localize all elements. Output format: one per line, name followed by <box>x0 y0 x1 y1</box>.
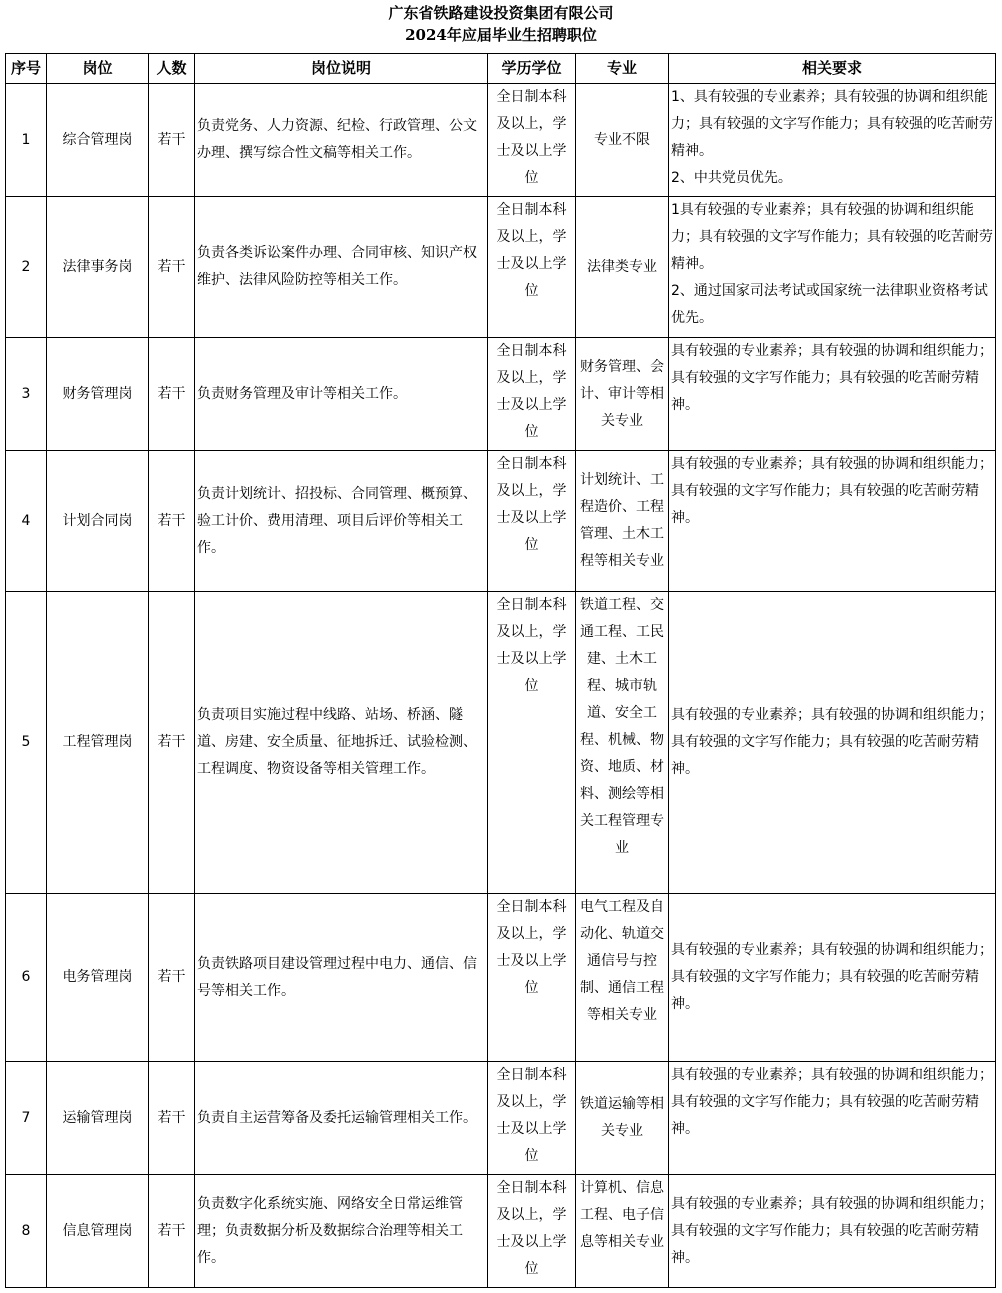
table-row <box>6 894 996 1062</box>
row-description: 负责各类诉讼案件办理、合同审核、知识产权维护、法律风险防控等相关工作。 <box>195 197 488 338</box>
row-description: 负责党务、人力资源、纪检、行政管理、公文办理、撰写综合性文稿等相关工作。 <box>195 84 488 197</box>
table-row <box>6 1062 996 1175</box>
row-major: 铁道工程、交通工程、工民建、土木工程、城市轨道、安全工程、机械、物资、地质、材料、测绘等相关工程管理专业 <box>576 592 669 894</box>
header-description: 岗位说明 <box>195 54 488 84</box>
education-text: 全日制本科及以上，学士及以上学位 <box>496 597 567 694</box>
positions-table <box>5 53 996 1288</box>
row-major: 专业不限 <box>576 84 669 197</box>
row-requirements <box>669 1175 996 1288</box>
row-description: 负责铁路项目建设管理过程中电力、通信、信号等相关工作。 <box>195 894 488 1062</box>
row-count: 若干 <box>149 84 195 197</box>
row-post: 计划合同岗 <box>47 451 149 592</box>
header-count: 人数 <box>149 54 195 84</box>
education-text: 全日制本科及以上，学士及以上学位 <box>496 1180 567 1277</box>
row-description: 负责自主运营筹备及委托运输管理相关工作。 <box>195 1062 488 1175</box>
row-no: 8 <box>6 1175 47 1288</box>
row-count: 若干 <box>149 338 195 451</box>
row-count: 若干 <box>149 1062 195 1175</box>
row-requirements <box>669 894 996 1062</box>
row-count: 若干 <box>149 592 195 894</box>
row-no: 3 <box>6 338 47 451</box>
requirement-line: 2、中共党员优先。 <box>671 170 792 186</box>
table-row <box>6 592 996 894</box>
table-body <box>6 84 996 1288</box>
row-post: 法律事务岗 <box>47 197 149 338</box>
row-description: 负责财务管理及审计等相关工作。 <box>195 338 488 451</box>
row-post: 综合管理岗 <box>47 84 149 197</box>
row-education <box>488 84 576 197</box>
document-title <box>0 2 1002 46</box>
header-education: 学历学位 <box>488 54 576 84</box>
row-no: 5 <box>6 592 47 894</box>
requirement-line: 具有较强的专业素养；具有较强的协调和组织能力；具有较强的文字写作能力；具有较强的吃苦耐劳精神。 <box>671 942 993 1012</box>
row-major: 电气工程及自动化、轨道交通信号与控制、通信工程等相关专业 <box>576 894 669 1062</box>
row-count: 若干 <box>149 451 195 592</box>
row-major: 铁道运输等相关专业 <box>576 1062 669 1175</box>
row-post: 信息管理岗 <box>47 1175 149 1288</box>
company-name: 广东省铁路建设投资集团有限公司 <box>388 4 614 22</box>
row-major: 财务管理、会计、审计等相关专业 <box>576 338 669 451</box>
row-post: 电务管理岗 <box>47 894 149 1062</box>
requirement-line: 具有较强的专业素养；具有较强的协调和组织能力；具有较强的文字写作能力；具有较强的吃苦耐劳精神。 <box>671 1067 993 1137</box>
row-post: 工程管理岗 <box>47 592 149 894</box>
row-education <box>488 1062 576 1175</box>
table-row <box>6 338 996 451</box>
row-no: 1 <box>6 84 47 197</box>
row-count: 若干 <box>149 894 195 1062</box>
row-no: 2 <box>6 197 47 338</box>
row-post: 财务管理岗 <box>47 338 149 451</box>
education-text: 全日制本科及以上，学士及以上学位 <box>496 202 567 299</box>
row-description: 负责数字化系统实施、网络安全日常运维管理；负责数据分析及数据综合治理等相关工作。 <box>195 1175 488 1288</box>
table-row <box>6 451 996 592</box>
requirement-line: 具有较强的专业素养；具有较强的协调和组织能力；具有较强的文字写作能力；具有较强的吃苦耐劳精神。 <box>671 1195 993 1266</box>
row-no: 6 <box>6 894 47 1062</box>
row-description: 负责计划统计、招投标、合同管理、概预算、验工计价、费用清理、项目后评价等相关工作。 <box>195 451 488 592</box>
table-row <box>6 197 996 338</box>
requirement-line: 具有较强的专业素养；具有较强的协调和组织能力；具有较强的文字写作能力；具有较强的吃苦耐劳精神。 <box>671 343 993 413</box>
row-no: 7 <box>6 1062 47 1175</box>
row-requirements <box>669 84 996 197</box>
row-major: 法律类专业 <box>576 197 669 338</box>
requirement-line: 1具有较强的专业素养；具有较强的协调和组织能力；具有较强的文字写作能力；具有较强的吃苦耐劳精神。 <box>671 202 993 272</box>
row-education <box>488 338 576 451</box>
row-requirements <box>669 451 996 592</box>
row-requirements <box>669 1062 996 1175</box>
requirement-line: 具有较强的专业素养；具有较强的协调和组织能力；具有较强的文字写作能力；具有较强的吃苦耐劳精神。 <box>671 707 993 777</box>
education-text: 全日制本科及以上，学士及以上学位 <box>496 343 567 440</box>
header-requirements: 相关要求 <box>669 54 996 84</box>
education-text: 全日制本科及以上，学士及以上学位 <box>496 899 567 996</box>
table-row <box>6 84 996 197</box>
recruitment-title: 2024年应届毕业生招聘职位 <box>405 26 597 44</box>
education-text: 全日制本科及以上，学士及以上学位 <box>496 89 567 186</box>
row-major: 计划统计、工程造价、工程管理、土木工程等相关专业 <box>576 451 669 592</box>
row-requirements <box>669 592 996 894</box>
requirement-line: 具有较强的专业素养；具有较强的协调和组织能力；具有较强的文字写作能力；具有较强的吃苦耐劳精神。 <box>671 456 993 526</box>
row-education <box>488 592 576 894</box>
education-text: 全日制本科及以上，学士及以上学位 <box>496 1067 567 1164</box>
requirement-line: 2、通过国家司法考试或国家统一法律职业资格考试优先。 <box>671 283 988 326</box>
row-major: 计算机、信息工程、电子信息等相关专业 <box>576 1175 669 1288</box>
header-major: 专业 <box>576 54 669 84</box>
table-header-row <box>6 54 996 84</box>
row-education <box>488 894 576 1062</box>
requirement-line: 1、具有较强的专业素养；具有较强的协调和组织能力；具有较强的文字写作能力；具有较强的吃苦耐劳精神。 <box>671 89 993 159</box>
row-requirements <box>669 197 996 338</box>
header-post: 岗位 <box>47 54 149 84</box>
table-row <box>6 1175 996 1288</box>
row-description: 负责项目实施过程中线路、站场、桥涵、隧道、房建、安全质量、征地拆迁、试验检测、工程调度、物资设备等相关管理工作。 <box>195 592 488 894</box>
row-education <box>488 1175 576 1288</box>
row-education <box>488 197 576 338</box>
row-count: 若干 <box>149 1175 195 1288</box>
row-count: 若干 <box>149 197 195 338</box>
header-no: 序号 <box>6 54 47 84</box>
row-education <box>488 451 576 592</box>
row-no: 4 <box>6 451 47 592</box>
education-text: 全日制本科及以上，学士及以上学位 <box>496 456 567 553</box>
row-requirements <box>669 338 996 451</box>
row-post: 运输管理岗 <box>47 1062 149 1175</box>
